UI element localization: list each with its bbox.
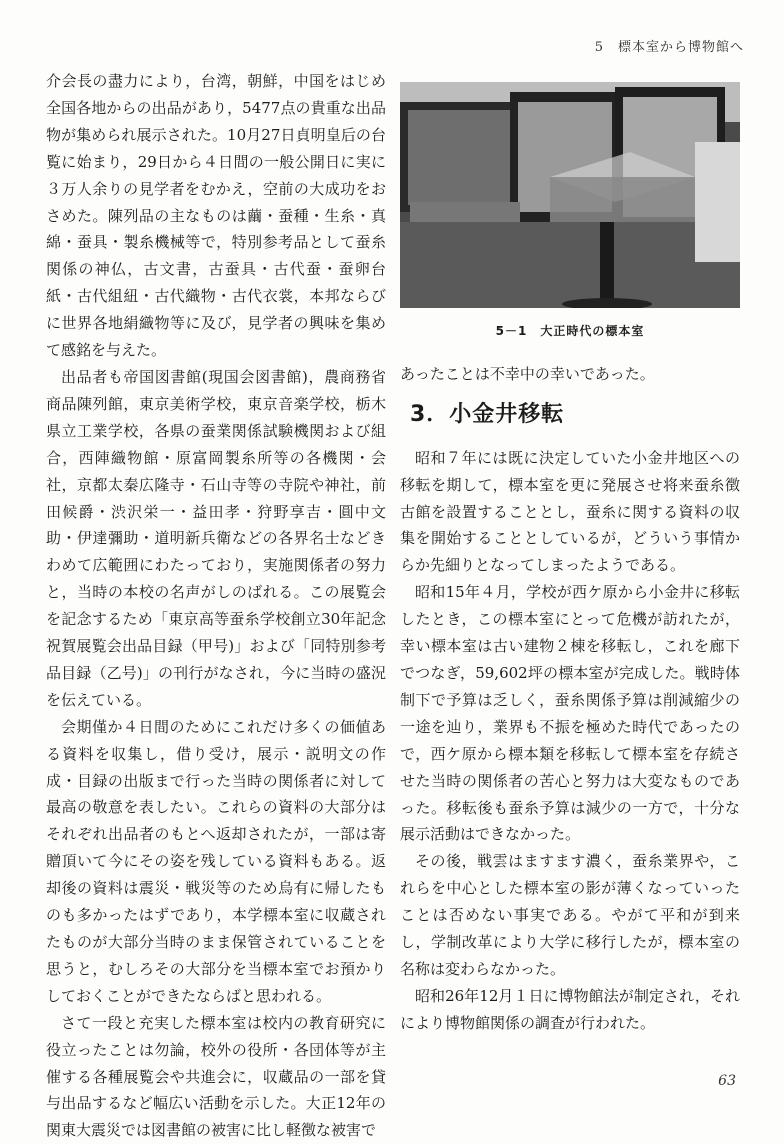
- running-header: 5 標本室から博物館へ: [594, 40, 744, 55]
- left-paragraph-3: 会期僅か４日間のためにこれだけ多くの価値ある資料を収集し，借り受け，展示・説明文の作成・目録の出版まで行った当時の関係者に対して最高の敬意を表したい。これらの資料の大部分はそれぞれ出品者のもとへ返却されたが，一部は寄贈頂いて今にその姿を残している資料もある。返却後の資料は震災・戦災等のため烏有に帰したものも多かったはずであり，本学標本室に収蔵されたものが大部分当時のまま保管されていることを思うと，むしろその大部分を当標本室でお預かりしておくことができたならばと思われる。: [46, 717, 386, 1005]
- page-number: 63: [718, 1073, 736, 1089]
- section-title: 3．小金井移転: [410, 401, 565, 427]
- right-paragraph-2: 昭和15年４月，学校が西ケ原から小金井に移転したとき，この標本室にとって危機が訪れたが，幸い標本室は古い建物２棟を移転し，これを廊下でつなぎ，59,602坪の標本室が完成した。戦時体制下で予算は乏しく，蚕糸関係予算は削減縮少の一途を辿り，業界も不振を極めた時代であったので，西ケ原から標本類を移転して標本室を存続させた当時の関係者の苦心と努力は大変なものであった。移転後も蚕糸予算は減少の一方で，十分な展示活動はできなかった。: [400, 583, 740, 844]
- left-paragraph-1: 介会長の盡力により，台湾，朝鮮，中国をはじめ全国各地からの出品があり，5477点の貴重な出品物が集められ展示された。10月27日貞明皇后の台覧に始まり，29日から４日間の一般公開日に実に３万人余りの見学者をむかえ，空前の大成功をおさめた。陳列品の主なものは繭・蚕種・生糸・真綿・蚕具・製糸機械等で，特別参考品として蚕糸関係の神仏，古文書，古蚕具・古代蚕・蚕卵台紙・古代組紐・古代織物・古代衣裳，本邦ならびに世界各地絹織物等に及び，見学者の興味を集めて感銘を与えた。: [46, 72, 386, 360]
- right-continuation: あったことは不幸中の幸いであった。: [400, 364, 655, 383]
- right-paragraph-1: 昭和７年には既に決定していた小金井地区への移転を期して，標本室を更に発展させ将来蚕糸徴古館を設置することとし，蚕糸に関する資料の収集を開始することとしているが，どういう事情からか先細りとなってしまったようである。: [400, 448, 740, 575]
- left-paragraph-2: 出品者も帝国図書館(現国会図書館)，農商務省商品陳列館，東京美術学校，東京音楽学校，栃木県立工業学校，各県の蚕業関係試験機関および組合，西陣織物館・原富岡製糸所等の各機関・会社，京都太秦広隆寺・石山寺等の寺院や神社，前田候爵・渋沢栄一・益田孝・狩野享吉・圓中文助・伊達彌助・道明新兵衛などの各界名士などきわめて広範囲にわたっており，実施関係者の努力と，当時の本校の名声がしのばれる。この展覧会を記念するため「東京高等蚕糸学校創立30年記念祝賀展覧会出品目録（甲号)」および「同特別参考品目録（乙号)」の刊行がなされ，今に当時の盛況を伝えている。: [46, 367, 386, 709]
- left-paragraph-4: さて一段と充実した標本室は校内の教育研究に役立ったことは勿論，校外の役所・各団体等が主催する各種展覧会や共進会に，収蔵品の一部を貸与出品するなど幅広い活動を示した。大正12年の関東大震災では図書館の被害に比し軽徴な被害で: [46, 1013, 386, 1140]
- right-column: [400, 82, 740, 1037]
- left-column: [46, 68, 386, 1144]
- figure-caption: 5－1 大正時代の標本室: [495, 324, 645, 338]
- right-paragraph-3: その後，戦雲はますます濃く，蚕糸業界や，これらを中心とした標本室の影が薄くなっていったことは否めない事実である。やがて平和が到来し，学制改革により大学に移行したが，標本室の名称は変わらなかった。: [400, 852, 740, 978]
- exhibition-room-photo: [400, 82, 740, 308]
- right-paragraph-4: 昭和26年12月１日に博物館法が制定され，それにより博物館関係の調査が行われた。: [400, 986, 740, 1032]
